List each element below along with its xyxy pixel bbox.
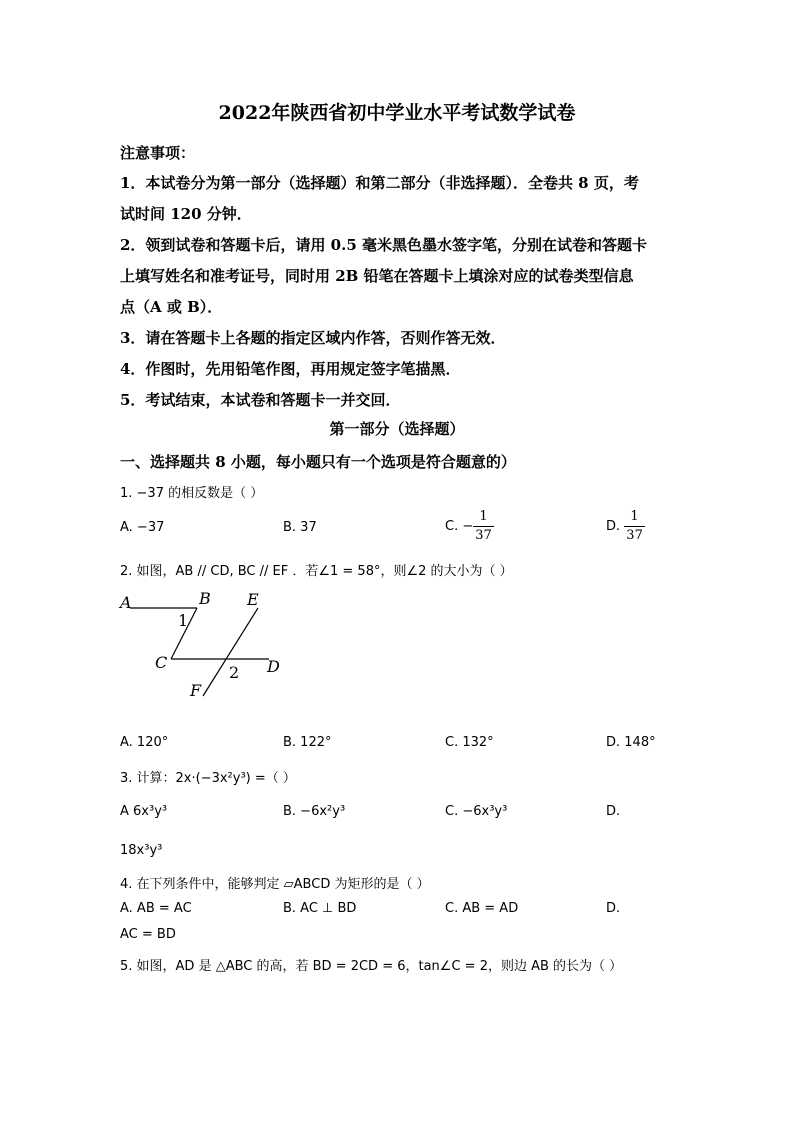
notice-item-2-line-3: 点（A 或 B）． [120,298,223,316]
question-2-stem: 2. 如图，AB // CD, BC // EF ．若∠1 = 58°，则∠2 的大小为（ ） [120,564,513,579]
denominator: 37 [626,528,643,543]
question-4-stem: 4. 在下列条件中，能够判定 ▱ABCD 为矩形的是（ ） [120,877,430,892]
question-2-option-c: C. 132° [445,735,494,750]
question-1-option-a: A. −37 [120,520,165,535]
label-a: A [120,593,132,612]
notice-item-3: 3．请在答题卡上各题的指定区域内作答，否则作答无效． [120,329,506,347]
question-3-option-a: A 6x³y³ [120,804,168,819]
question-1-option-c [445,508,494,545]
option-d-label: D. [606,519,621,534]
question-5-stem: 5. 如图，AD 是 △ABC 的高，若 BD = 2CD = 6，tan∠C = 2，则边 AB 的长为（ ） [120,959,623,974]
question-4-option-a: A. AB = AC [120,901,192,916]
label-e: E [247,590,259,609]
label-b: B [199,589,211,608]
fraction [473,508,494,545]
section-one-heading: 一、选择题共 8 小题，每小题只有一个选项是符合题意的） [120,453,516,471]
question-3-option-d: D. [606,804,621,819]
denominator: 37 [475,528,492,543]
question-1-stem: 1. −37 的相反数是（ ） [120,486,264,501]
numerator: 1 [624,508,645,527]
question-2-option-a: A. 120° [120,735,169,750]
fraction [624,508,645,545]
label-f: F [190,681,202,700]
numerator: 1 [473,508,494,527]
question-2-option-d: D. 148° [606,735,656,750]
question-4-option-c: C. AB = AD [445,901,519,916]
notice-item-1-line-2: 试时间 120 分钟． [120,205,252,223]
angle-2-label: 2 [229,663,240,682]
question-4-option-d: D. [606,901,621,916]
question-2-option-b: B. 122° [283,735,332,750]
exam-title: 2022年陕西省初中学业水平考试数学试卷 [218,102,576,124]
question-4-option-b: B. AC ⊥ BD [283,901,357,916]
part-one-title: 第一部分（选择题） [329,420,465,438]
question-3-option-d-value: 18x³y³ [120,843,163,858]
angle-1-label: 1 [178,611,189,630]
notice-item-2-line-2: 上填写姓名和准考证号，同时用 2B 铅笔在答题卡上填涂对应的试卷类型信息 [120,267,634,285]
question-1-option-d [606,508,645,545]
label-c: C [155,653,168,672]
label-d: D [267,657,280,676]
notice-item-5: 5．考试结束，本试卷和答题卡一并交回． [120,391,401,409]
option-c-label: C. − [445,519,474,534]
question-3-stem: 3. 计算：2x·(−3x²y³) =（ ） [120,771,296,786]
question-3-option-c: C. −6x³y³ [445,804,508,819]
question-1-option-b: B. 37 [283,520,317,535]
notice-item-2-line-1: 2．领到试卷和答题卡后，请用 0.5 毫米黑色墨水签字笔，分别在试卷和答题卡 [120,236,647,254]
parallel-lines-figure [115,588,295,703]
question-3-option-b: B. −6x²y³ [283,804,346,819]
question-4-option-d-value: AC = BD [120,927,176,942]
notice-heading: 注意事项： [120,144,196,162]
notice-item-1-line-1: 1．本试卷分为第一部分（选择题）和第二部分（非选择题）．全卷共 8 页，考 [120,174,639,192]
notice-item-4: 4．作图时，先用铅笔作图，再用规定签字笔描黑． [120,360,461,378]
